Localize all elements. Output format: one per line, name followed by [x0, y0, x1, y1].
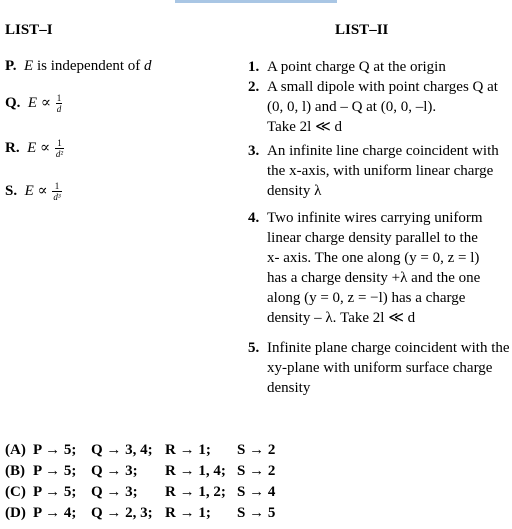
top-accent-bar — [175, 0, 337, 3]
field-symbol: E — [24, 58, 34, 74]
list2-number: 4. — [248, 210, 260, 226]
option-r: R → 1; — [165, 442, 211, 458]
list2-line: A small dipole with point charges Q at — [267, 79, 498, 95]
distance-symbol: d — [144, 58, 152, 74]
option-d[interactable] — [5, 503, 305, 524]
option-q: Q → 3; — [91, 484, 138, 500]
list2-text — [267, 141, 499, 201]
answer-options — [5, 440, 305, 524]
option-r: R → 1; — [165, 505, 211, 521]
option-q: Q → 3; — [91, 463, 138, 479]
list2-line: Infinite plane charge coincident with the — [267, 340, 510, 356]
option-b[interactable] — [5, 461, 305, 482]
list1-label: R. — [5, 140, 20, 156]
list2-line: Two infinite wires carrying uniform — [267, 210, 483, 226]
list2-item-4 — [248, 208, 510, 328]
list1-header: LIST–I — [5, 22, 53, 38]
proportional-expression: E ∝ — [24, 183, 48, 199]
proportional-expression: E ∝ — [27, 95, 51, 111]
list2-text — [267, 338, 510, 398]
option-p: P → 5; — [33, 463, 77, 479]
option-p: P → 5; — [33, 442, 77, 458]
option-letter: (A) — [5, 442, 26, 458]
list2-number: 5. — [248, 340, 260, 356]
list2-line: density – λ. Take 2l ≪ d — [267, 310, 416, 326]
fraction-denominator: d² — [55, 149, 64, 160]
list2-line: the x-axis, with uniform linear charge — [267, 163, 494, 179]
list2-number: 1. — [248, 59, 260, 75]
list2-line: x- axis. The one along (y = 0, z = l) — [267, 250, 480, 266]
list2-line: has a charge density +λ and the one — [267, 270, 481, 286]
list1-item-p — [5, 58, 152, 75]
list2-item-1 — [248, 57, 510, 77]
list2-item-3 — [248, 141, 510, 201]
option-s: S → 4 — [237, 484, 276, 500]
fraction — [52, 181, 61, 202]
option-letter: (D) — [5, 505, 26, 521]
list1-label: S. — [5, 183, 18, 199]
list2-text — [267, 208, 483, 328]
option-letter: (C) — [5, 484, 26, 500]
list2-line: A point charge Q at the origin — [267, 59, 446, 75]
fraction-numerator: 1 — [52, 181, 61, 192]
list2-line: Take 2l ≪ d — [267, 119, 343, 135]
list2-number: 3. — [248, 143, 260, 159]
fraction-denominator: d — [56, 104, 62, 115]
list1-label: P. — [5, 58, 17, 74]
list2-line: density — [267, 380, 311, 396]
list2-header: LIST–II — [335, 22, 389, 38]
fraction-denominator: d³ — [53, 192, 61, 203]
list2-line: density λ — [267, 183, 322, 199]
list2-line: linear charge density parallel to the — [267, 230, 478, 246]
list1-item-s — [5, 181, 62, 202]
option-p: P → 4; — [33, 505, 77, 521]
list2-line: along (y = 0, z = −l) has a charge — [267, 290, 466, 306]
option-a[interactable] — [5, 440, 305, 461]
list1-label: Q. — [5, 95, 21, 111]
fraction-numerator: 1 — [55, 138, 64, 149]
option-r: R → 1, 2; — [165, 484, 226, 500]
list2-line: xy-plane with uniform surface charge — [267, 360, 493, 376]
option-s: S → 2 — [237, 463, 276, 479]
fraction — [55, 138, 64, 159]
option-c[interactable] — [5, 482, 305, 503]
list2-line: (0, 0, l) and – Q at (0, 0, –l). — [267, 99, 437, 115]
list2-item-5 — [248, 338, 510, 398]
list2-number: 2. — [248, 79, 260, 95]
option-s: S → 5 — [237, 505, 276, 521]
list2-text — [267, 57, 446, 77]
option-s: S → 2 — [237, 442, 276, 458]
list2-line: An infinite line charge coincident with — [267, 143, 499, 159]
list1-item-r — [5, 138, 64, 159]
option-q: Q → 3, 4; — [91, 442, 153, 458]
option-p: P → 5; — [33, 484, 77, 500]
fraction — [56, 93, 63, 114]
list2-text — [267, 77, 498, 137]
list1-item-q — [5, 93, 62, 114]
list1-text: is independent of — [33, 58, 145, 74]
option-letter: (B) — [5, 463, 25, 479]
option-q: Q → 2, 3; — [91, 505, 153, 521]
list2-item-2 — [248, 77, 510, 137]
proportional-expression: E ∝ — [27, 140, 51, 156]
fraction-numerator: 1 — [56, 93, 62, 104]
option-r: R → 1, 4; — [165, 463, 226, 479]
